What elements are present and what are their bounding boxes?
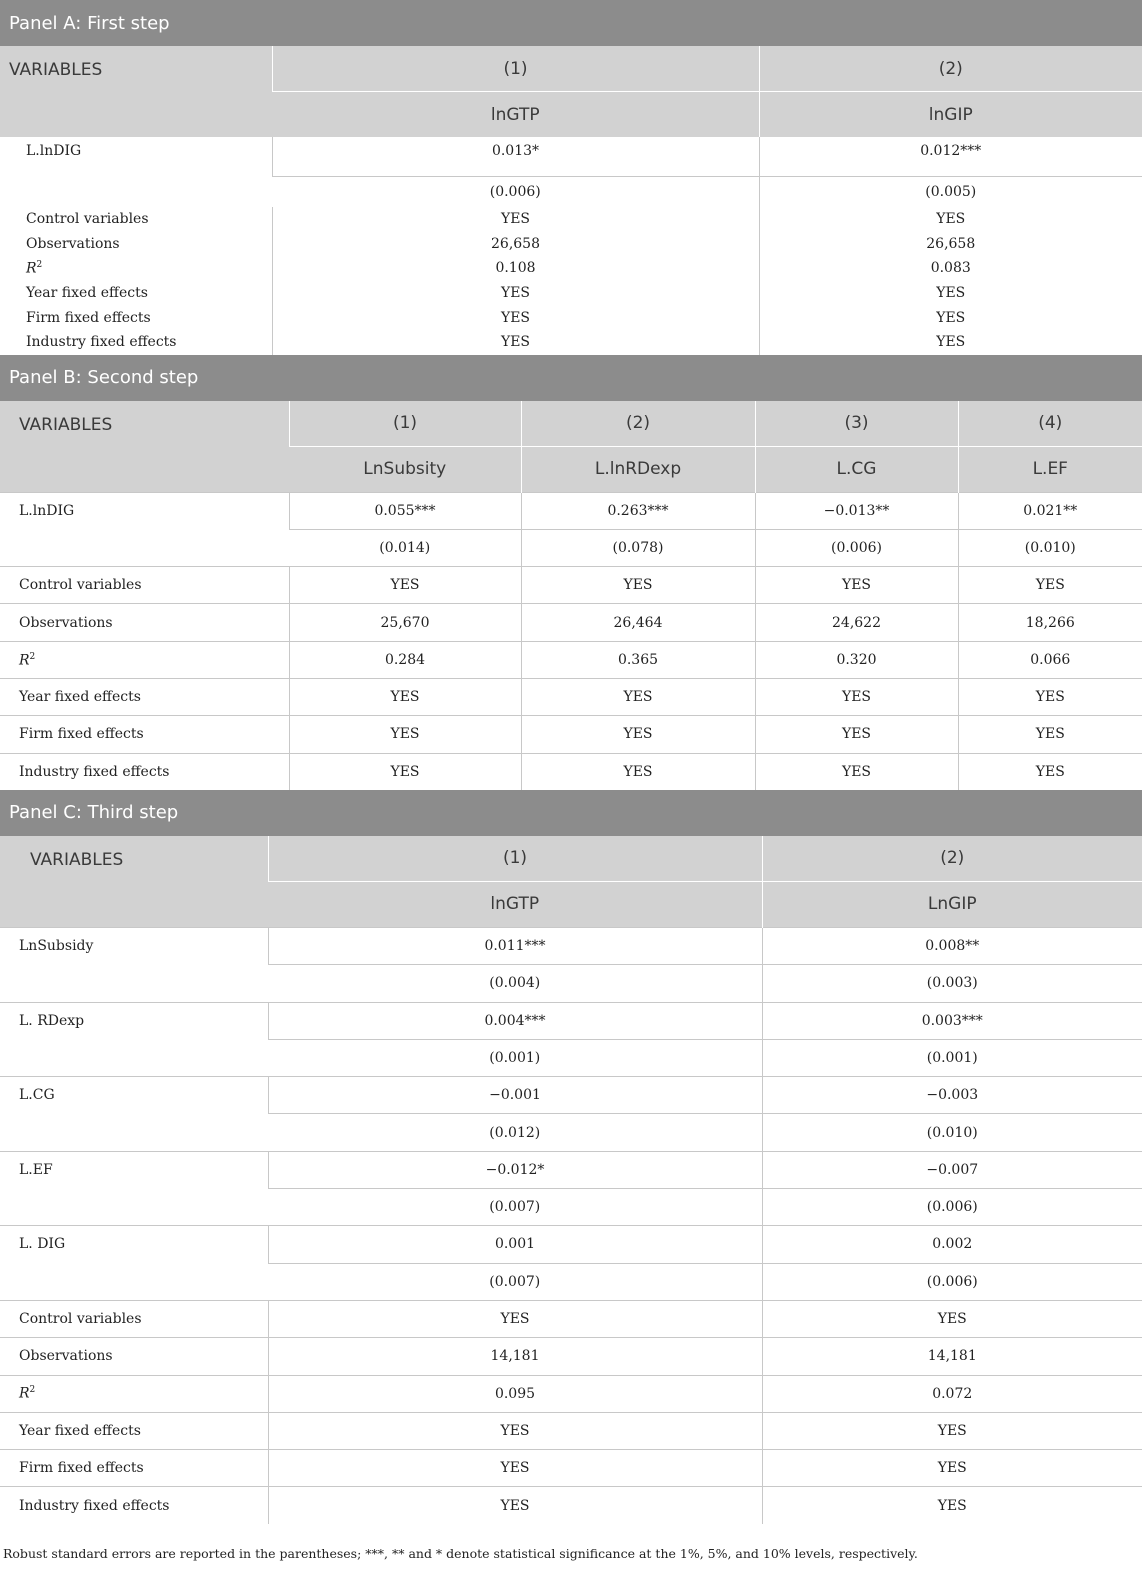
coef-cell: −0.003 — [762, 1077, 1142, 1114]
col-num: (3) — [755, 401, 958, 447]
se-cell: (0.004) — [268, 965, 762, 1002]
row-label: Firm fixed effects — [0, 716, 289, 753]
value-cell: YES — [521, 679, 755, 716]
panel-b-table — [0, 355, 1142, 790]
value-cell: 14,181 — [268, 1338, 762, 1375]
se-cell: (0.006) — [762, 1263, 1142, 1300]
panel-c-title: Panel C: Third step — [0, 790, 1142, 836]
col-num: (1) — [268, 836, 762, 882]
value-cell: 14,181 — [762, 1338, 1142, 1375]
value-cell: YES — [762, 1412, 1142, 1449]
row-label: Control variables — [0, 1300, 268, 1337]
row-label: L.lnDIG — [26, 143, 82, 159]
col-name: LnGIP — [762, 881, 1142, 927]
value-cell: YES — [762, 1487, 1142, 1524]
row-label: L.CG — [0, 1077, 268, 1152]
row-label: L. DIG — [0, 1226, 268, 1301]
table-footnote: Robust standard errors are reported in the parentheses; ***, ** and * denote statistical significance at the 1%, 5%, and 10% levels, respectively. — [3, 1545, 918, 1561]
value-cell: YES — [268, 1487, 762, 1524]
row-label: Industry fixed effects — [26, 334, 177, 351]
value-cell: YES — [289, 679, 521, 716]
row-label: Control variables — [0, 567, 289, 604]
row-label-r2: $R^2$ — [0, 1375, 268, 1412]
variables-header: VARIABLES — [0, 836, 268, 928]
row-label: Control variables — [26, 211, 149, 228]
coef-cell: 0.003*** — [762, 1002, 1142, 1039]
se-cell: (0.078) — [521, 529, 755, 566]
value-cell: 24,622 — [755, 604, 958, 641]
value-cell: YES — [272, 305, 759, 330]
se-cell: (0.003) — [762, 965, 1142, 1002]
coef-cell: −0.001 — [268, 1077, 762, 1114]
row-label: Firm fixed effects — [26, 309, 151, 326]
row-label: Observations — [26, 235, 120, 252]
col-num: (2) — [759, 46, 1142, 92]
col-name: L.CG — [755, 446, 958, 492]
se-cell: (0.007) — [268, 1189, 762, 1226]
col-num: (4) — [958, 401, 1142, 447]
row-label-r2: $R^2$ — [0, 641, 289, 678]
value-cell: 26,658 — [272, 232, 759, 257]
row-label: L.lnDIG — [0, 492, 289, 567]
value-cell: YES — [958, 567, 1142, 604]
coef-cell: −0.013** — [755, 492, 958, 529]
value-cell: YES — [759, 330, 1142, 355]
value-cell: YES — [755, 679, 958, 716]
row-label: Year fixed effects — [0, 679, 289, 716]
coef-cell: 0.011*** — [268, 927, 762, 964]
value-cell: 0.095 — [268, 1375, 762, 1412]
coef-cell: 0.055*** — [289, 492, 521, 529]
col-num: (1) — [272, 46, 759, 92]
value-cell: 25,670 — [289, 604, 521, 641]
value-cell: YES — [759, 281, 1142, 306]
col-name: L.EF — [958, 446, 1142, 492]
value-cell: YES — [272, 281, 759, 306]
value-cell: YES — [268, 1412, 762, 1449]
coef-cell: 0.263*** — [521, 492, 755, 529]
se-cell: (0.006) — [272, 177, 759, 208]
value-cell: YES — [272, 207, 759, 232]
panel-c-table — [0, 790, 1142, 1524]
coef-cell: 0.004*** — [268, 1002, 762, 1039]
value-cell: YES — [759, 207, 1142, 232]
row-label: L.EF — [0, 1151, 268, 1226]
row-label-r2: $R^2$ — [26, 260, 43, 277]
row-label: Industry fixed effects — [0, 753, 289, 790]
value-cell: YES — [521, 716, 755, 753]
se-cell: (0.014) — [289, 529, 521, 566]
col-num: (1) — [289, 401, 521, 447]
se-cell: (0.001) — [268, 1039, 762, 1076]
panel-a-table — [0, 0, 1142, 355]
value-cell: YES — [958, 679, 1142, 716]
se-cell: (0.007) — [268, 1263, 762, 1300]
value-cell: YES — [759, 305, 1142, 330]
value-cell: YES — [289, 716, 521, 753]
coef-cell: −0.012* — [268, 1151, 762, 1188]
value-cell: 18,266 — [958, 604, 1142, 641]
value-cell: 0.284 — [289, 641, 521, 678]
panel-a-title: Panel A: First step — [0, 0, 1142, 46]
value-cell: YES — [755, 716, 958, 753]
value-cell: YES — [958, 716, 1142, 753]
col-name: LnSubsity — [289, 446, 521, 492]
se-cell: (0.006) — [762, 1189, 1142, 1226]
value-cell: YES — [289, 567, 521, 604]
se-cell: (0.010) — [762, 1114, 1142, 1151]
se-cell: (0.005) — [759, 177, 1142, 208]
col-num: (2) — [521, 401, 755, 447]
se-cell: (0.010) — [958, 529, 1142, 566]
value-cell: YES — [268, 1450, 762, 1487]
value-cell: 0.072 — [762, 1375, 1142, 1412]
col-num: (2) — [762, 836, 1142, 882]
row-label: Year fixed effects — [0, 1412, 268, 1449]
col-name: lnGTP — [272, 92, 759, 138]
coef-cell: −0.007 — [762, 1151, 1142, 1188]
row-label: Industry fixed effects — [0, 1487, 268, 1524]
value-cell: YES — [521, 753, 755, 790]
row-label: LnSubsidy — [0, 927, 268, 1002]
value-cell: YES — [755, 567, 958, 604]
value-cell: YES — [272, 330, 759, 355]
value-cell: 0.083 — [759, 256, 1142, 281]
variables-header: VARIABLES — [0, 46, 272, 137]
row-label: Observations — [0, 604, 289, 641]
value-cell: 26,464 — [521, 604, 755, 641]
value-cell: YES — [762, 1450, 1142, 1487]
col-name: lnGTP — [268, 881, 762, 927]
value-cell: YES — [755, 753, 958, 790]
value-cell: 0.320 — [755, 641, 958, 678]
se-cell: (0.012) — [268, 1114, 762, 1151]
value-cell: YES — [289, 753, 521, 790]
coef-cell: 0.012*** — [759, 137, 1142, 177]
coef-cell: 0.002 — [762, 1226, 1142, 1263]
value-cell: YES — [762, 1300, 1142, 1337]
col-name: lnGIP — [759, 92, 1142, 138]
value-cell: 26,658 — [759, 232, 1142, 257]
row-label: Firm fixed effects — [0, 1450, 268, 1487]
coef-cell: 0.008** — [762, 927, 1142, 964]
row-label: Year fixed effects — [26, 285, 148, 302]
value-cell: YES — [958, 753, 1142, 790]
se-cell: (0.001) — [762, 1039, 1142, 1076]
value-cell: YES — [268, 1300, 762, 1337]
panel-b-title: Panel B: Second step — [0, 355, 1142, 401]
value-cell: 0.365 — [521, 641, 755, 678]
col-name: L.lnRDexp — [521, 446, 755, 492]
se-cell: (0.006) — [755, 529, 958, 566]
coef-cell: 0.001 — [268, 1226, 762, 1263]
value-cell: 0.108 — [272, 256, 759, 281]
row-label: L. RDexp — [0, 1002, 268, 1077]
value-cell: YES — [521, 567, 755, 604]
variables-header: VARIABLES — [0, 401, 289, 493]
coef-cell: 0.021** — [958, 492, 1142, 529]
coef-cell: 0.013* — [272, 137, 759, 177]
row-label: Observations — [0, 1338, 268, 1375]
value-cell: 0.066 — [958, 641, 1142, 678]
